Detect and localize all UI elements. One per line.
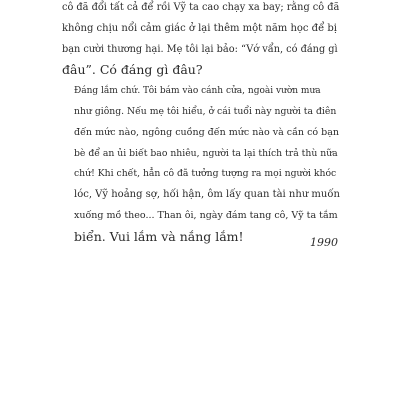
text-line: đến mức nào, ngông cuồng đến mức nào và cần có bạn <box>74 126 339 138</box>
text-line: đâu”. Có đáng gì đâu? <box>62 62 203 78</box>
paragraph-continued <box>62 0 340 81</box>
body-text <box>62 0 340 248</box>
text-line: chứ! Khi chết, hẳn cô đã tưởng tượng ra mọi người khóc <box>74 168 337 180</box>
text-line: lóc, Vỹ hoảng sợ, hối hận, ôm lấy quan tài như muốn <box>74 189 340 201</box>
paragraph <box>62 81 340 247</box>
text-line: Đáng lắm chứ. Tôi bám vào cánh cửa, ngoài vườn mưa <box>74 86 321 97</box>
text-line: bè để an ủi biết bao nhiêu, người ta lại thích trả thù nữa <box>74 147 338 159</box>
date-signature: 1990 <box>310 236 338 249</box>
text-line: cô đã đổi tất cả để rồi Vỹ ta cao chạy xa bay; rằng cô đã <box>62 2 340 13</box>
text-line: không chịu nổi cảm giác ở lại thêm một năm học để bị <box>62 22 338 34</box>
text-line: bạn cười thương hại. Mẹ tôi lại bảo: “Vớ vẩn, có đáng gì <box>62 43 338 55</box>
text-line: như giông. Nếu mẹ tôi hiểu, ở cái tuổi này người ta điên <box>74 105 337 117</box>
text-line: xuống mồ theo... Than ôi, ngày đám tang cô, Vỹ ta tắm <box>74 209 338 221</box>
text-line: biển. Vui lắm và nắng lắm! <box>74 228 244 244</box>
